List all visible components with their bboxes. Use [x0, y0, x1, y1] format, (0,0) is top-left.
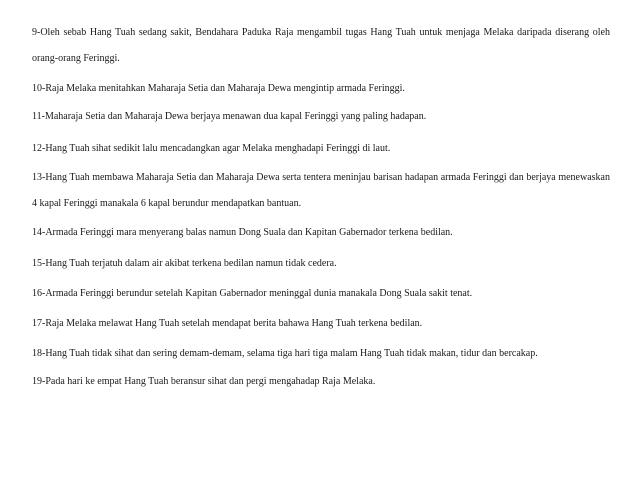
paragraph-18: 18-Hang Tuah tidak sihat dan sering demam-demam, selama tiga hari tiga malam Hang Tuah tidak makan, tidur dan bercakap.: [32, 348, 538, 359]
paragraph-19: 19-Pada hari ke empat Hang Tuah beransur sihat dan pergi mengahadap Raja Melaka.: [32, 376, 376, 387]
paragraph-12: 12-Hang Tuah sihat sedikit lalu mencadangkan agar Melaka menghadapi Feringgi di laut.: [32, 143, 391, 154]
paragraph-15: 15-Hang Tuah terjatuh dalam air akibat terkena bedilan namun tidak cedera.: [32, 258, 337, 269]
paragraph-14: 14-Armada Feringgi mara menyerang balas namun Dong Suala dan Kapitan Gabernador terkena bedilan.: [32, 227, 453, 238]
paragraph-17: 17-Raja Melaka melawat Hang Tuah setelah mendapat berita bahawa Hang Tuah terkena bedilan.: [32, 318, 423, 329]
paragraph-11: 11-Maharaja Setia dan Maharaja Dewa berjaya menawan dua kapal Feringgi yang paling hadapan.: [32, 111, 427, 122]
paragraph-10: 10-Raja Melaka menitahkan Maharaja Setia dan Maharaja Dewa mengintip armada Feringgi.: [32, 83, 405, 94]
paragraph-9: 9-Oleh sebab Hang Tuah sedang sakit, Bendahara Paduka Raja mengambil tugas Hang Tuah untuk menjaga Melaka daripada diserang oleh orang-orang Feringgi.: [32, 27, 610, 64]
paragraph-16: 16-Armada Feringgi berundur setelah Kapitan Gabernador meninggal dunia manakala Dong Suala sakit tenat.: [32, 288, 473, 299]
paragraph-13: 13-Hang Tuah membawa Maharaja Setia dan Maharaja Dewa serta tentera meninjau barisan hadapan armada Feringgi dan berjaya menewaskan 4 kapal Feringgi manakala 6 kapal berundur mendapatkan bantuan.: [32, 172, 610, 209]
